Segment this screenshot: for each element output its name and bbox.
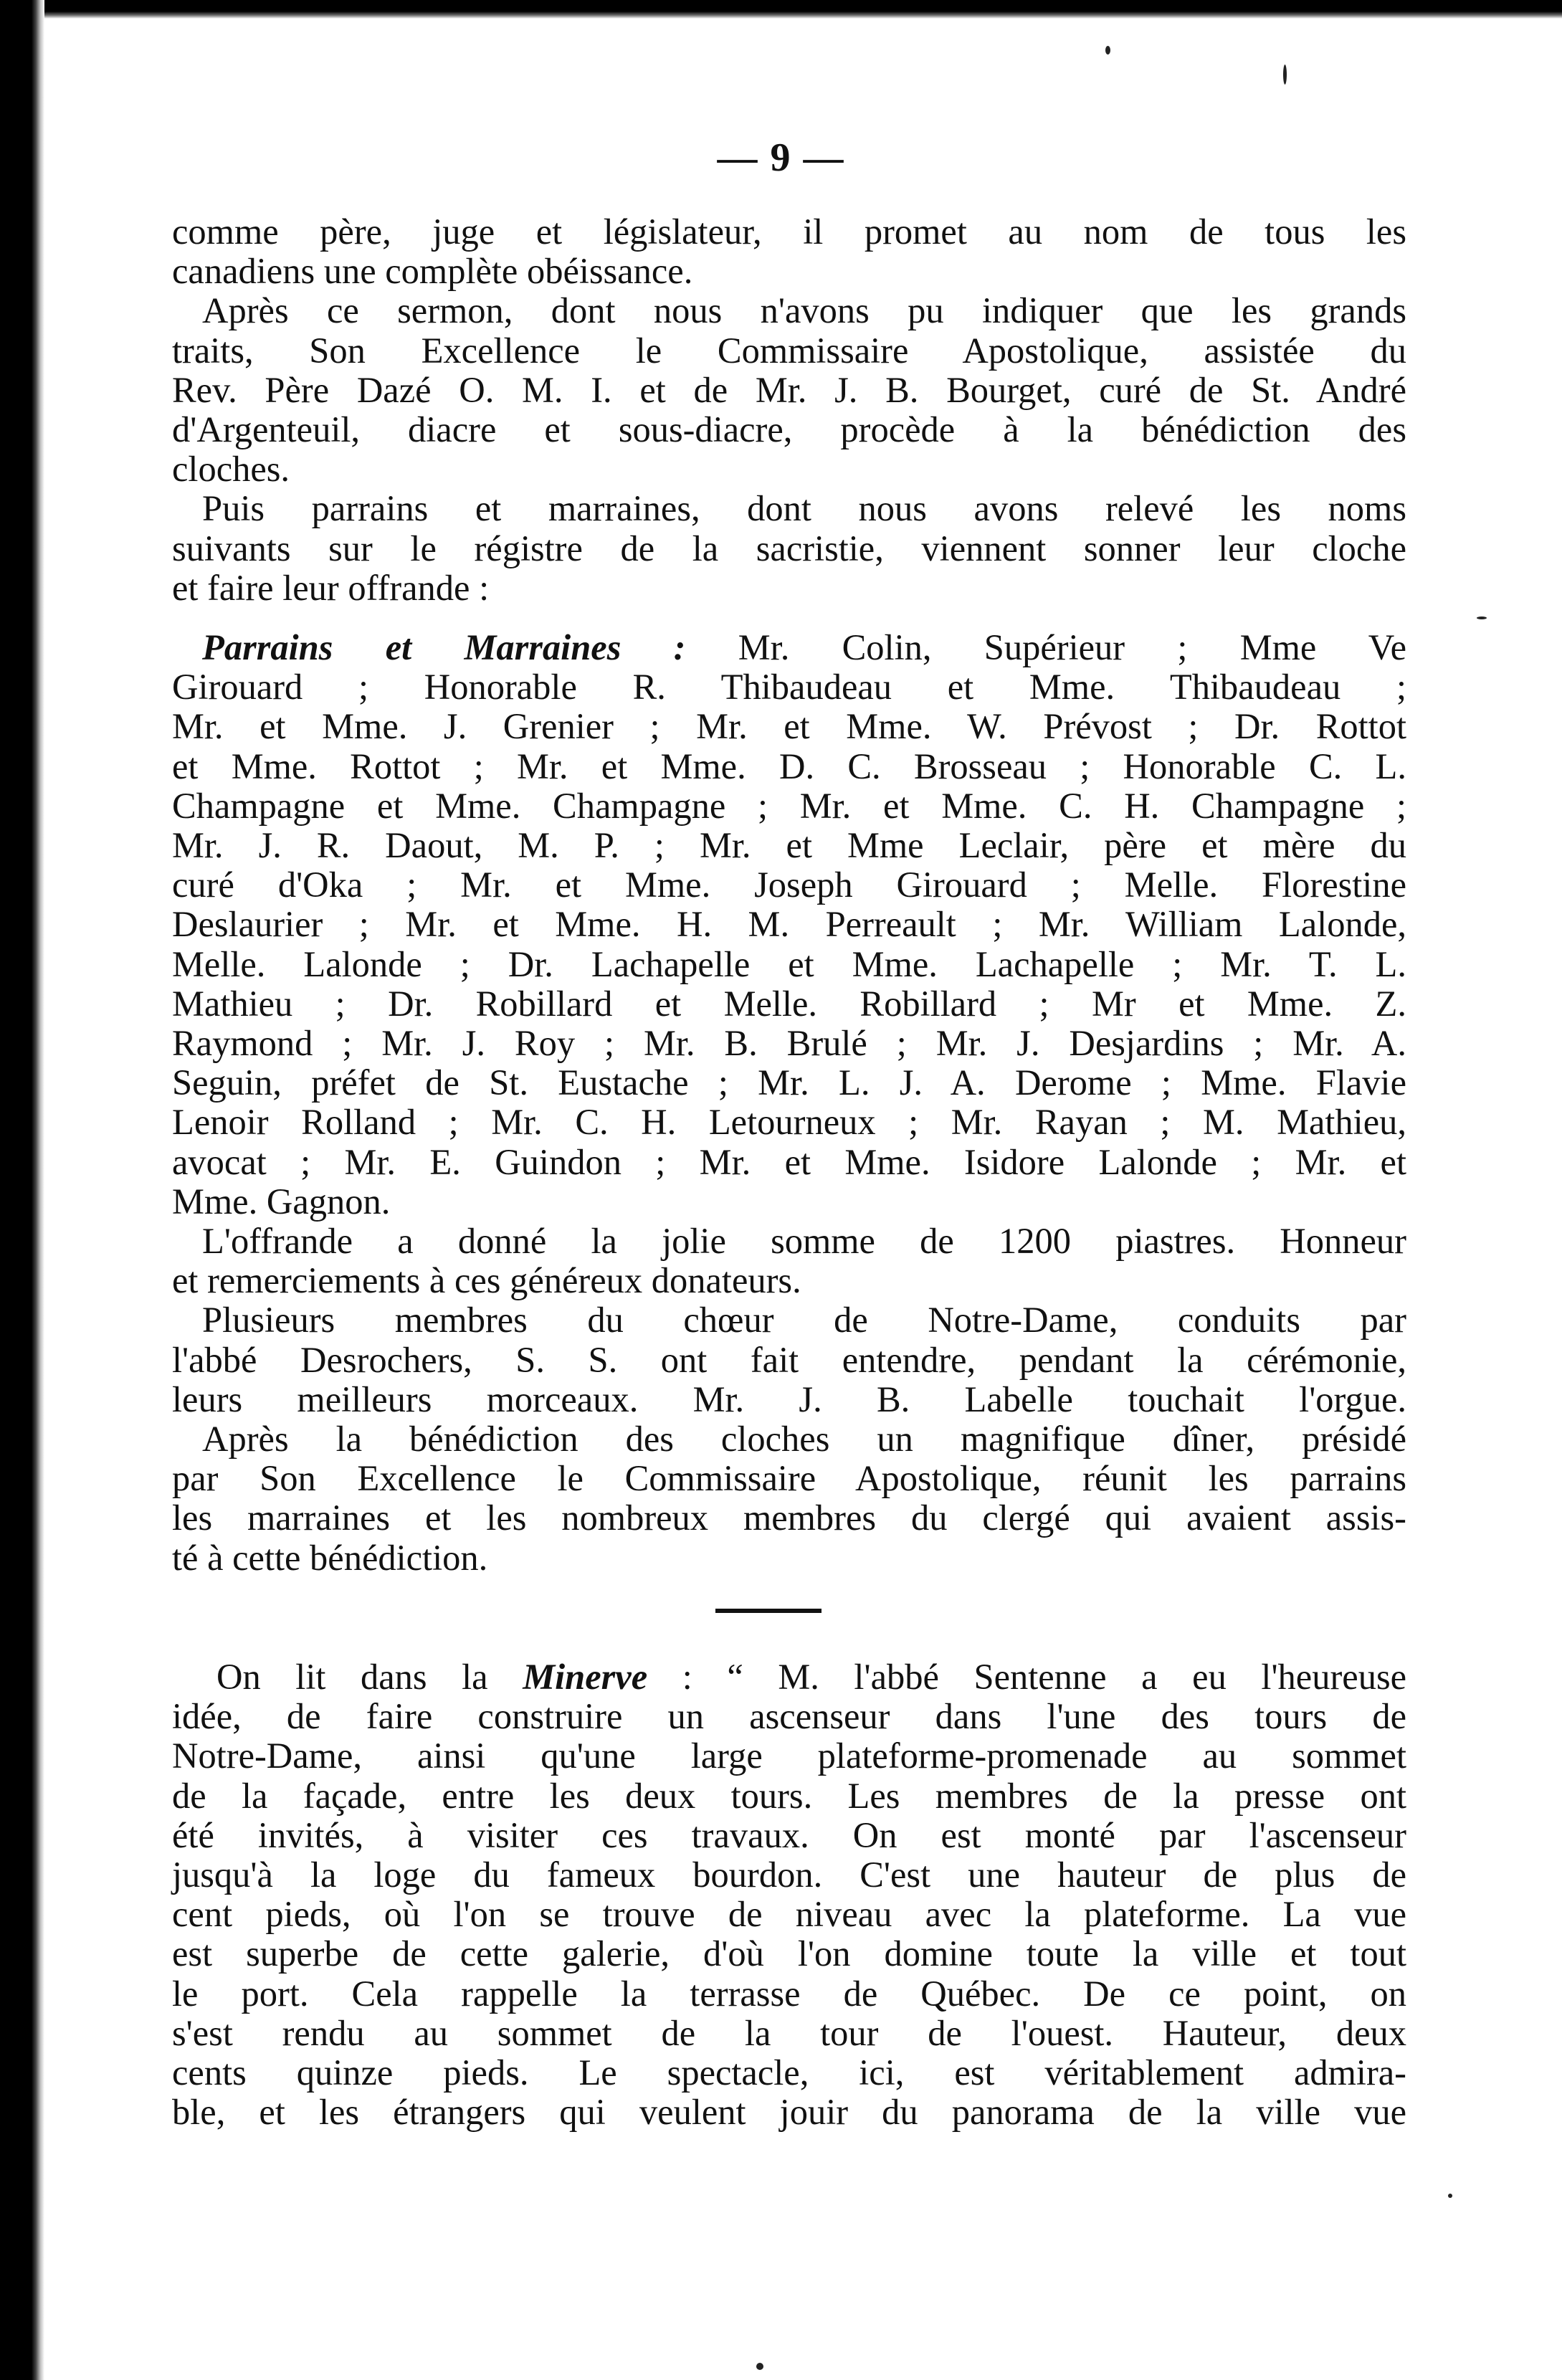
text-line: traits, Son Excellence le Commissaire Apostolique, assistée du <box>172 330 1406 371</box>
text-line: Mathieu ; Dr. Robillard et Melle. Robillard ; Mr et Mme. Z. <box>172 983 1406 1024</box>
text-line: Mme. Gagnon. <box>172 1181 391 1222</box>
scan-top-edge <box>44 0 1562 19</box>
body-text-part3 <box>172 1657 1406 2132</box>
text-line: Deslaurier ; Mr. et Mme. H. M. Perreault ; Mr. William Lalonde, <box>172 904 1406 945</box>
text-line: est superbe de cette galerie, d'où l'on domine toute la ville et tout <box>172 1933 1406 1974</box>
text-line: Seguin, préfet de St. Eustache ; Mr. L. J. A. Derome ; Mme. Flavie <box>172 1062 1406 1103</box>
text-line: Mr. et Mme. J. Grenier ; Mr. et Mme. W. Prévost ; Dr. Rottot <box>172 706 1406 747</box>
text-line: Lenoir Rolland ; Mr. C. H. Letourneux ; Mr. Rayan ; M. Mathieu, <box>172 1102 1406 1143</box>
text-line: avocat ; Mr. E. Guindon ; Mr. et Mme. Isidore Lalonde ; Mr. et <box>172 1141 1406 1182</box>
text-line: Champagne et Mme. Champagne ; Mr. et Mme. C. H. Champagne ; <box>172 785 1406 826</box>
scan-speck <box>1448 2194 1452 2198</box>
text-line-rest: Mr. Colin, Supérieur ; Mme Ve <box>738 627 1406 667</box>
text-line: Mr. J. R. Daout, M. P. ; Mr. et Mme Leclair, père et mère du <box>172 825 1406 866</box>
text-line: Puis parrains et marraines, dont nous avons relevé les noms <box>202 488 1406 529</box>
text-line: L'offrande a donné la jolie somme de 1200 piastres. Honneur <box>202 1221 1406 1262</box>
text-line: les marraines et les nombreux membres du clergé qui avaient assis- <box>172 1498 1406 1538</box>
text-line: et faire leur offrande : <box>172 567 490 608</box>
text-line: et Mme. Rottot ; Mr. et Mme. D. C. Brosseau ; Honorable C. L. <box>172 746 1406 786</box>
text-line: canadiens une complète obéissance. <box>172 251 693 292</box>
text-line: Raymond ; Mr. J. Roy ; Mr. B. Brulé ; Mr. J. Desjardins ; Mr. A. <box>172 1023 1406 1064</box>
text-line: té à cette bénédiction. <box>172 1537 488 1578</box>
text-line: idée, de faire construire un ascenseur dans l'une des tours de <box>172 1696 1406 1737</box>
text-line: Plusieurs membres du chœur de Notre-Dame, conduits par <box>202 1300 1406 1341</box>
scan-left-edge <box>0 0 44 2380</box>
text-line: l'abbé Desrochers, S. S. ont fait entendre, pendant la cérémonie, <box>172 1339 1406 1380</box>
text-line: leurs meilleurs morceaux. Mr. J. B. Labelle touchait l'orgue. <box>172 1379 1406 1419</box>
text-line: comme père, juge et législateur, il promet au nom de tous les <box>172 211 1406 252</box>
text-line: le port. Cela rappelle la terrasse de Québec. De ce point, on <box>172 1973 1406 2014</box>
scan-speck <box>756 2363 763 2370</box>
text-line: s'est rendu au sommet de la tour de l'ouest. Hauteur, deux <box>172 2012 1406 2053</box>
text-line: Girouard ; Honorable R. Thibaudeau et Mme. Thibaudeau ; <box>172 667 1406 708</box>
text-line: été invités, à visiter ces travaux. On est monté par l'ascenseur <box>172 1814 1406 1855</box>
text-line-start: On lit dans la <box>216 1657 488 1697</box>
text-line: ble, et les étrangers qui veulent jouir du panorama de la ville vue <box>172 2092 1406 2133</box>
journal-title: Minerve <box>523 1657 648 1697</box>
scan-speck <box>1105 46 1110 54</box>
section-divider <box>715 1609 822 1613</box>
text-line: jusqu'à la loge du fameux bourdon. C'est une hauteur de plus de <box>172 1855 1406 1895</box>
text-line: de la façade, entre les deux tours. Les membres de la presse ont <box>172 1775 1406 1816</box>
text-line <box>172 628 1406 667</box>
text-line: Melle. Lalonde ; Dr. Lachapelle et Mme. Lachapelle ; Mr. T. L. <box>172 943 1406 984</box>
text-line: curé d'Oka ; Mr. et Mme. Joseph Girouard ; Melle. Florestine <box>172 865 1406 905</box>
text-line: cent pieds, où l'on se trouve de niveau avec la plateforme. La vue <box>172 1894 1406 1935</box>
text-line: et remerciements à ces généreux donateurs. <box>172 1260 801 1301</box>
text-line: cloches. <box>172 449 290 490</box>
text-line <box>172 1657 1406 1697</box>
body-text-part2 <box>172 628 1406 1578</box>
text-line: cents quinze pieds. Le spectacle, ici, est véritablement admira- <box>172 2052 1406 2093</box>
text-line: Après ce sermon, dont nous n'avons pu indiquer que les grands <box>202 290 1406 331</box>
text-line: suivants sur le régistre de la sacristie, viennent sonner leur cloche <box>172 528 1406 568</box>
text-line: Notre-Dame, ainsi qu'une large plateforme-promenade au sommet <box>172 1736 1406 1776</box>
text-line-rest: : “ M. l'abbé Sentenne a eu l'heureuse <box>682 1657 1407 1697</box>
text-line: par Son Excellence le Commissaire Apostolique, réunit les parrains <box>172 1458 1406 1499</box>
text-line: Rev. Père Dazé O. M. I. et de Mr. J. B. Bourget, curé de St. André <box>172 369 1406 410</box>
page-number: — 9 — <box>717 135 845 180</box>
text-line: Après la bénédiction des cloches un magnifique dîner, présidé <box>202 1419 1406 1460</box>
text-line: d'Argenteuil, diacre et sous-diacre, procède à la bénédiction des <box>172 409 1406 450</box>
scan-speck <box>1283 65 1287 85</box>
list-heading: Parrains et Marraines : <box>202 627 686 667</box>
scan-speck <box>1477 617 1487 619</box>
body-text-part1 <box>172 212 1406 608</box>
